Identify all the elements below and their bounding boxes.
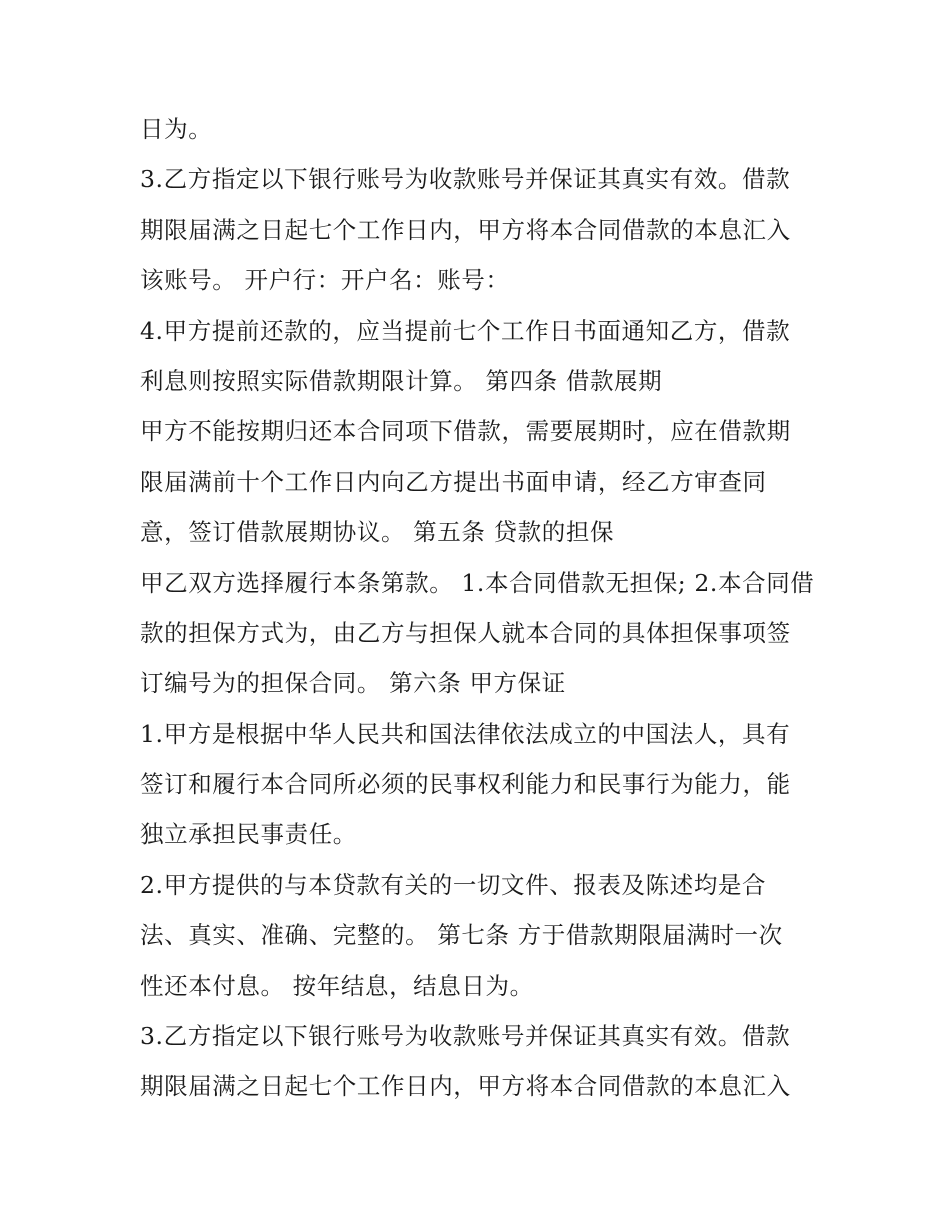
text-line: 性还本付息。 按年结息，结息日为。 — [140, 971, 534, 1000]
text-line: 4.甲方提前还款的，应当提前七个工作日书面通知乙方，借款 — [140, 316, 791, 345]
text-line: 2.甲方提供的与本贷款有关的一切文件、报表及陈述均是合 — [140, 870, 767, 899]
text-line: 利息则按照实际借款期限计算。 第四条 借款展期 — [140, 366, 663, 395]
text-line: 法、真实、准确、完整的。 第七条 方于借款期限届满时一次 — [140, 921, 783, 950]
text-line: 签订和履行本合同所必须的民事权利能力和民事行为能力，能 — [140, 770, 791, 799]
text-line: 独立承担民事责任。 — [140, 820, 357, 849]
text-line: 1.甲方是根据中华人民共和国法律依法成立的中国法人，具有 — [140, 719, 791, 748]
text-line: 意，签订借款展期协议。 第五条 贷款的担保 — [140, 518, 615, 547]
text-line: 限届满前十个工作日内向乙方提出书面申请，经乙方审查同 — [140, 467, 767, 496]
text-line: 日为。 — [140, 115, 213, 143]
contract-text-body — [140, 104, 820, 1112]
text-line: 该账号。 开户行：开户名：账号： — [140, 266, 510, 295]
text-line: 期限届满之日起七个工作日内，甲方将本合同借款的本息汇入 — [140, 1072, 791, 1101]
text-line: 款的担保方式为，由乙方与担保人就本合同的具体担保事项签 — [140, 618, 791, 647]
text-line: 甲乙双方选择履行本条第款。 1.本合同借款无担保; 2.本合同借 — [140, 568, 815, 597]
text-line: 3.乙方指定以下银行账号为收款账号并保证其真实有效。借款 — [140, 165, 791, 194]
text-line: 3.乙方指定以下银行账号为收款账号并保证其真实有效。借款 — [140, 1022, 791, 1051]
text-line: 订编号为的担保合同。 第六条 甲方保证 — [140, 669, 566, 698]
text-line: 期限届满之日起七个工作日内，甲方将本合同借款的本息汇入 — [140, 215, 791, 244]
text-line: 甲方不能按期归还本合同项下借款，需要展期时，应在借款期 — [140, 417, 791, 446]
